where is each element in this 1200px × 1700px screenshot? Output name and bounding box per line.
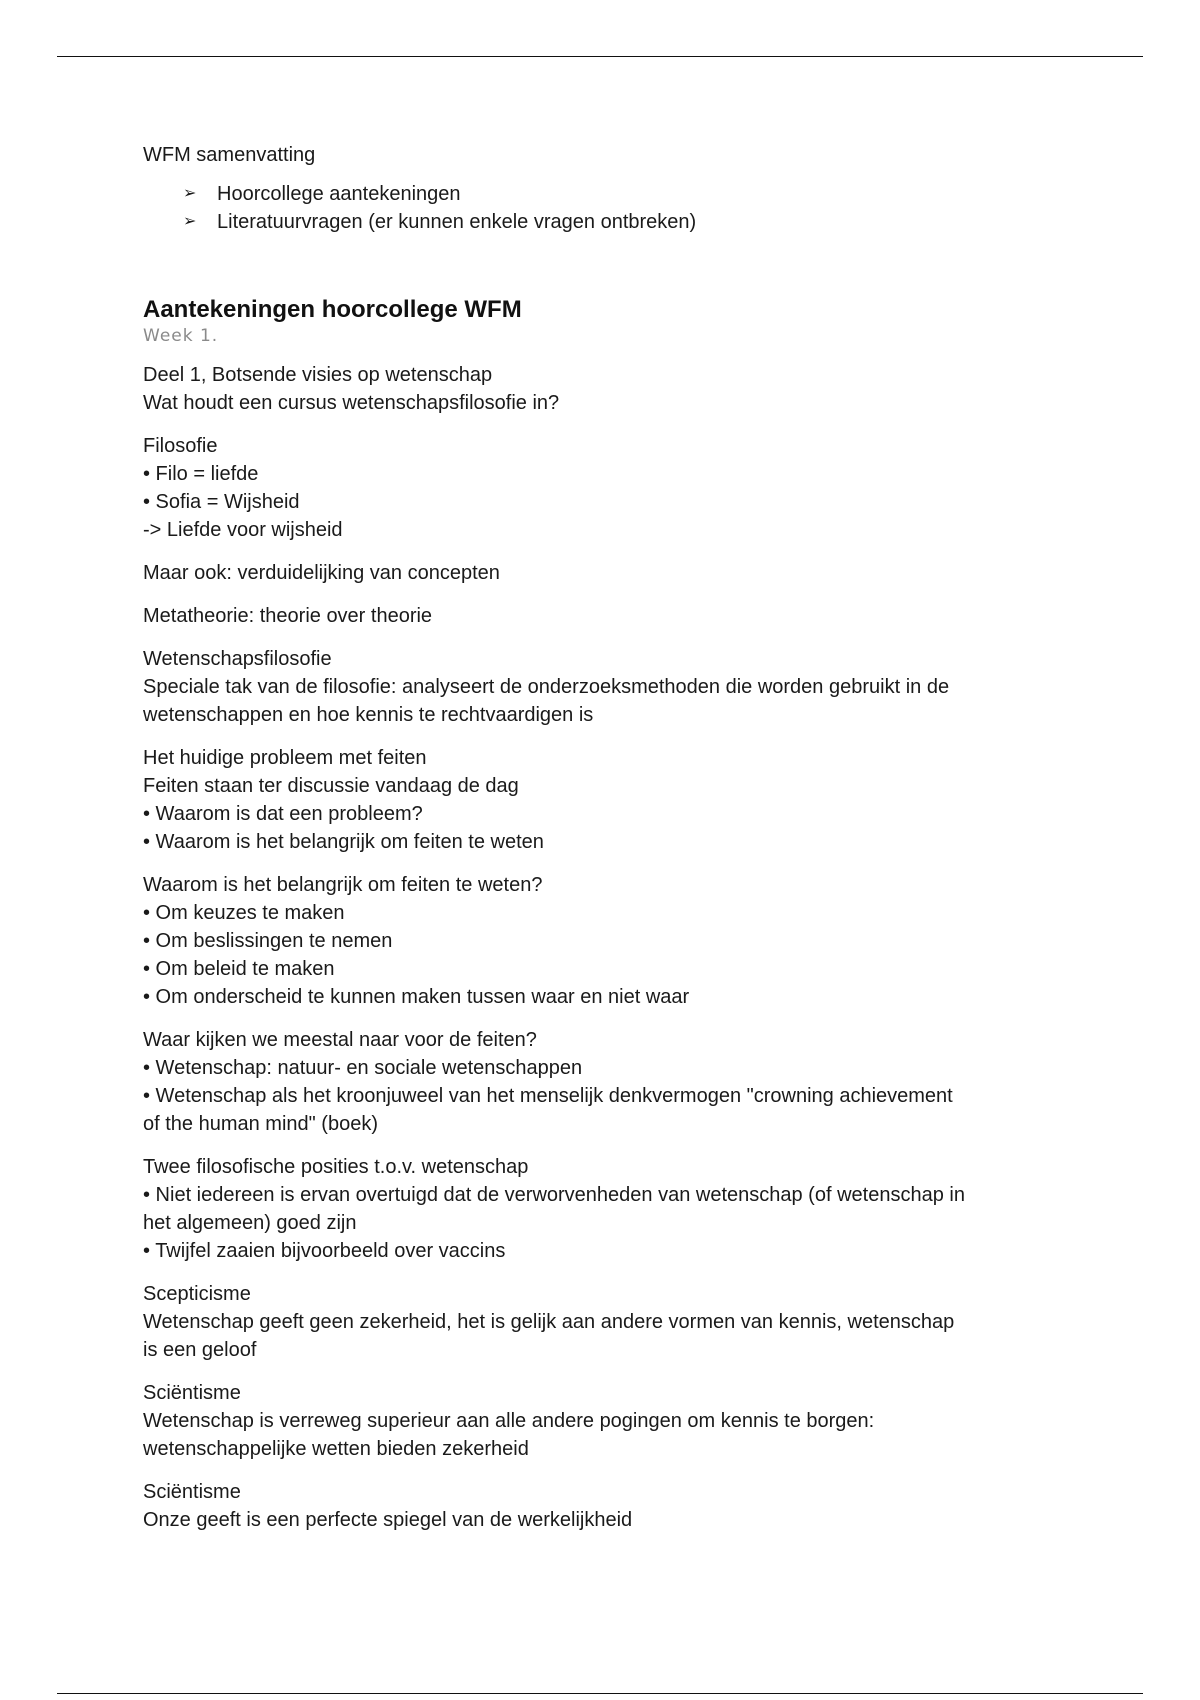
text-line: Het huidige probleem met feiten <box>143 747 427 769</box>
bullet-line: • Sofia = Wijsheid <box>143 491 300 513</box>
text-line: wetenschappelijke wetten bieden zekerheid <box>143 1438 529 1460</box>
document-body <box>143 141 1073 1549</box>
notes-paragraph <box>143 559 1073 587</box>
contents-item <box>183 208 1073 236</box>
week-label: Week 1. <box>143 326 219 346</box>
notes-paragraph <box>143 1153 1073 1265</box>
bullet-line: • Waarom is dat een probleem? <box>143 803 423 825</box>
bullet-line: • Twijfel zaaien bijvoorbeeld over vaccins <box>143 1240 506 1262</box>
notes-paragraph <box>143 1280 1073 1364</box>
notes-paragraph <box>143 361 1073 417</box>
text-line: Waarom is het belangrijk om feiten te weten? <box>143 874 543 896</box>
bullet-line: • Niet iedereen is ervan overtuigd dat de verworvenheden van wetenschap (of wetenschap in <box>143 1184 965 1206</box>
bullet-line: • Waarom is het belangrijk om feiten te weten <box>143 831 544 853</box>
notes-paragraph <box>143 432 1073 544</box>
contents-item <box>183 180 1073 208</box>
text-line: Waar kijken we meestal naar voor de feiten? <box>143 1029 537 1051</box>
footer-rule <box>57 1693 1143 1694</box>
contents-list <box>143 180 1073 236</box>
text-line: Wetenschap geeft geen zekerheid, het is gelijk aan andere vormen van kennis, wetenschap <box>143 1311 955 1333</box>
text-line: Wat houdt een cursus wetenschapsfilosofie in? <box>143 392 560 414</box>
text-line: Wetenschapsfilosofie <box>143 648 332 670</box>
arrow-bullet-icon: ➢ <box>183 213 197 230</box>
text-line: Twee filosofische posities t.o.v. wetenschap <box>143 1156 529 1178</box>
text-line: -> Liefde voor wijsheid <box>143 519 343 541</box>
text-line: wetenschappen en hoe kennis te rechtvaardigen is <box>143 704 594 726</box>
notes-paragraph <box>143 1026 1073 1138</box>
text-line: Scepticisme <box>143 1283 251 1305</box>
text-line: Metatheorie: theorie over theorie <box>143 605 433 627</box>
notes-paragraph <box>143 744 1073 856</box>
text-line: Sciëntisme <box>143 1382 241 1404</box>
notes-blocks <box>143 361 1073 1534</box>
section-heading: Aantekeningen hoorcollege WFM <box>143 296 522 323</box>
text-line: Speciale tak van de filosofie: analyseert de onderzoeksmethoden die worden gebruikt in de <box>143 676 950 698</box>
text-line: of the human mind" (boek) <box>143 1113 378 1135</box>
header-rule <box>57 56 1143 57</box>
text-line: het algemeen) goed zijn <box>143 1212 357 1234</box>
contents-item-label: Hoorcollege aantekeningen <box>217 183 461 205</box>
bullet-line: • Wetenschap als het kroonjuweel van het menselijk denkvermogen "crowning achievement <box>143 1085 953 1107</box>
notes-paragraph <box>143 1379 1073 1463</box>
bullet-line: • Filo = liefde <box>143 463 259 485</box>
text-line: Feiten staan ter discussie vandaag de dag <box>143 775 519 797</box>
bullet-line: • Wetenschap: natuur- en sociale wetenschappen <box>143 1057 583 1079</box>
text-line: Sciëntisme <box>143 1481 241 1503</box>
text-line: Deel 1, Botsende visies op wetenschap <box>143 364 493 386</box>
notes-paragraph <box>143 1478 1073 1534</box>
contents-item-label: Literatuurvragen (er kunnen enkele vragen ontbreken) <box>217 211 697 233</box>
text-line: Wetenschap is verreweg superieur aan alle andere pogingen om kennis te borgen: <box>143 1410 875 1432</box>
arrow-bullet-icon: ➢ <box>183 185 197 202</box>
bullet-line: • Om onderscheid te kunnen maken tussen waar en niet waar <box>143 986 690 1008</box>
text-line: is een geloof <box>143 1339 257 1361</box>
notes-paragraph <box>143 871 1073 1011</box>
notes-paragraph <box>143 645 1073 729</box>
document-title: WFM samenvatting <box>143 144 316 166</box>
text-line: Filosofie <box>143 435 218 457</box>
text-line: Onze geeft is een perfecte spiegel van de werkelijkheid <box>143 1509 633 1531</box>
text-line: Maar ook: verduidelijking van concepten <box>143 562 500 584</box>
notes-paragraph <box>143 602 1073 630</box>
bullet-line: • Om beleid te maken <box>143 958 335 980</box>
bullet-line: • Om beslissingen te nemen <box>143 930 393 952</box>
bullet-line: • Om keuzes te maken <box>143 902 345 924</box>
